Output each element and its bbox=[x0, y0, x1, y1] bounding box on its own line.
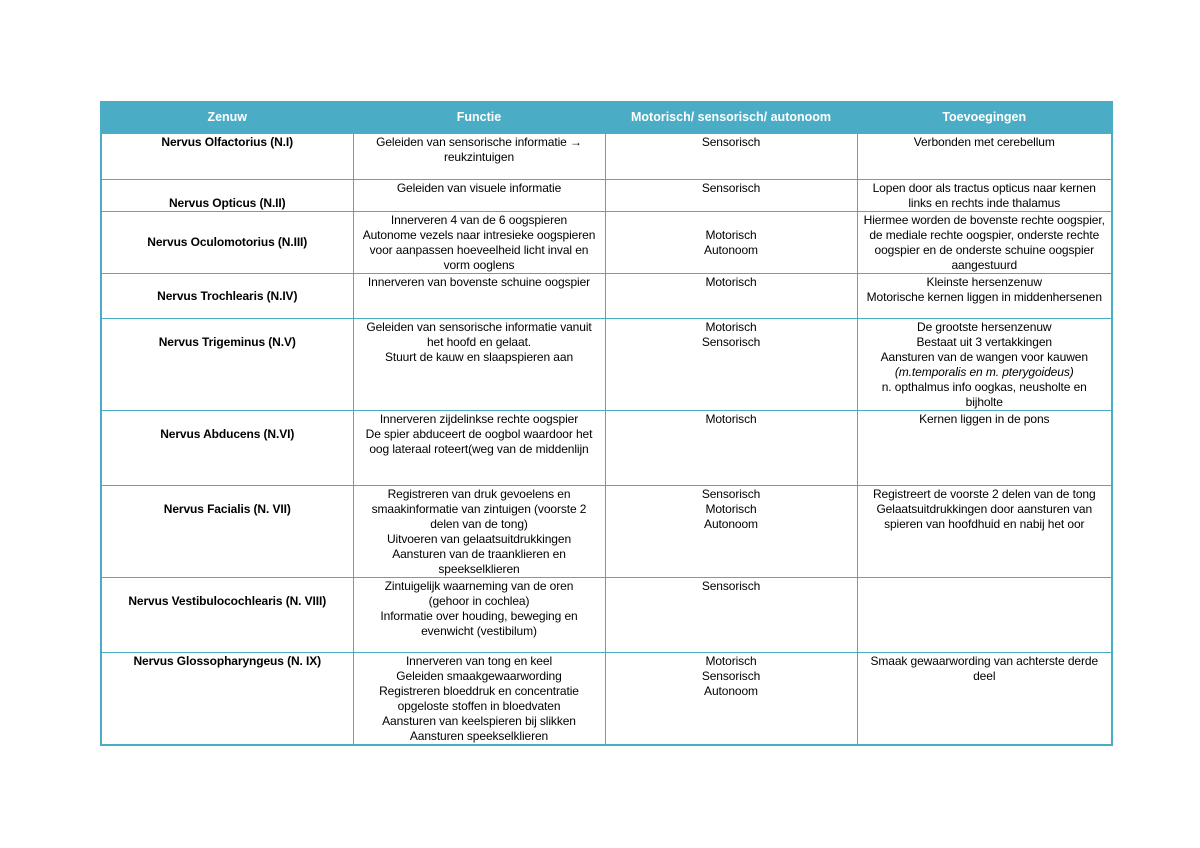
functie-line: Autonome vezels naar intresieke oogspieren voor aanpassen hoeveelheid licht inval en vorm ooglens bbox=[362, 227, 596, 272]
toevoeging-line: Registreert de voorste 2 delen van de tong bbox=[872, 486, 1096, 501]
type-cell bbox=[605, 410, 857, 485]
functie-line: Geleiden van sensorische informatie vanuit het hoofd en gelaat. bbox=[366, 319, 592, 349]
toevoeging-line: Gelaatsuitdrukkingen door aansturen van spieren van hoofdhuid en nabij het oor bbox=[876, 501, 1093, 531]
toevoeging-line: Lopen door als tractus opticus naar kernen links en rechts inde thalamus bbox=[872, 180, 1096, 210]
type-cell bbox=[605, 577, 857, 652]
type-line: Motorisch bbox=[705, 319, 757, 334]
nerve-name-text: Nervus Facialis (N. VII) bbox=[163, 501, 291, 516]
toevoegingen-cell bbox=[857, 652, 1112, 745]
toevoeging-line: n. opthalmus info oogkas, neusholte en bijholte bbox=[881, 379, 1087, 409]
functie-line: Aansturen speekselklieren bbox=[409, 728, 549, 743]
nerve-name: Nervus Opticus (N.II) bbox=[101, 179, 353, 211]
functie-line: Aansturen van de traanklieren en speekselklieren bbox=[392, 546, 566, 576]
toevoegingen-cell bbox=[857, 211, 1112, 273]
type-line: Autonoom bbox=[704, 242, 758, 257]
functie-cell bbox=[353, 273, 605, 318]
toevoeging-line: Motorische kernen liggen in middenhersenen bbox=[866, 289, 1102, 304]
toevoegingen-cell bbox=[857, 179, 1112, 211]
type-cell bbox=[605, 485, 857, 577]
nerve-name: Nervus Trochlearis (N.IV) bbox=[101, 273, 353, 318]
toevoegingen-cell bbox=[857, 318, 1112, 410]
functie-line: Innerveren 4 van de 6 oogspieren bbox=[390, 212, 568, 227]
functie-cell bbox=[353, 485, 605, 577]
nerve-name bbox=[101, 318, 353, 410]
toevoeging-line: Verbonden met cerebellum bbox=[913, 135, 1055, 149]
type-cell bbox=[605, 211, 857, 273]
functie-cell bbox=[353, 179, 605, 211]
toevoegingen-cell bbox=[857, 485, 1112, 577]
header-zenuw: Zenuw bbox=[101, 102, 353, 133]
type-line: Motorisch bbox=[705, 274, 757, 289]
nerve-name-text: Nervus Abducens (N.VI) bbox=[160, 426, 295, 441]
table-row bbox=[101, 211, 1112, 273]
type-cell bbox=[605, 318, 857, 410]
nerve-name bbox=[101, 577, 353, 652]
table-row bbox=[101, 273, 1112, 318]
table-header-row bbox=[101, 102, 1112, 133]
functie-cell bbox=[353, 318, 605, 410]
nerve-name: Nervus Olfactorius (N.I) bbox=[101, 133, 353, 179]
toevoeging-line: Bestaat uit 3 vertakkingen bbox=[916, 334, 1052, 349]
nerve-name bbox=[101, 410, 353, 485]
table-row bbox=[101, 577, 1112, 652]
toevoeging-line bbox=[864, 365, 1106, 380]
header-functie: Functie bbox=[353, 102, 605, 133]
toevoegingen-cell bbox=[857, 133, 1112, 179]
functie-line: De spier abduceert de oogbol waardoor het oog lateraal roteert(weg van de middenlijn bbox=[365, 426, 593, 456]
type-line: Autonoom bbox=[704, 516, 758, 531]
functie-line: Geleiden van sensorische informatie → reukzintuigen bbox=[376, 135, 582, 164]
type-line: Sensorisch bbox=[701, 334, 761, 349]
toevoegingen-cell bbox=[857, 410, 1112, 485]
functie-line: Informatie over houding, beweging en evenwicht (vestibilum) bbox=[380, 608, 578, 638]
type-line: Sensorisch bbox=[701, 668, 761, 683]
nerve-name-text: Nervus Vestibulocochlearis (N. VIII) bbox=[128, 593, 327, 608]
type-line: Sensorisch bbox=[701, 180, 761, 195]
functie-line: (gehoor in cochlea) bbox=[428, 593, 530, 608]
type-line: Motorisch bbox=[705, 411, 757, 426]
type-line: Sensorisch bbox=[701, 135, 761, 149]
functie-line: Aansturen van keelspieren bij slikken bbox=[382, 713, 576, 728]
toevoegingen-cell bbox=[857, 577, 1112, 652]
toevoeging-line: Smaak gewaarwording van achterste derde deel bbox=[870, 653, 1099, 683]
table-row bbox=[101, 179, 1112, 211]
toevoegingen-cell bbox=[857, 273, 1112, 318]
type-line: Sensorisch bbox=[701, 578, 761, 593]
type-line: Autonoom bbox=[704, 683, 758, 698]
nerve-name: Nervus Oculomotorius (N.III) bbox=[101, 211, 353, 273]
header-toevoegingen: Toevoegingen bbox=[857, 102, 1112, 133]
functie-line: Registreren bloeddruk en concentratie opgeloste stoffen in bloedvaten bbox=[379, 683, 579, 713]
type-line: Motorisch bbox=[705, 227, 757, 242]
functie-line: Geleiden smaakgewaarwording bbox=[396, 668, 562, 683]
functie-line: Registreren van druk gevoelens en smaakinformatie van zintuigen (voorste 2 delen van de tong) bbox=[371, 486, 587, 531]
header-type: Motorisch/ sensorisch/ autonoom bbox=[605, 102, 857, 133]
type-cell bbox=[605, 652, 857, 745]
table-row bbox=[101, 318, 1112, 410]
table-row bbox=[101, 485, 1112, 577]
type-line: Motorisch bbox=[705, 501, 757, 516]
functie-cell bbox=[353, 652, 605, 745]
cranial-nerves-table bbox=[100, 101, 1113, 746]
toevoeging-line: Kernen liggen in de pons bbox=[919, 411, 1050, 426]
toevoeging-line: De grootste hersenzenuw bbox=[917, 319, 1052, 334]
toevoeging-line: Aansturen van de wangen voor kauwen bbox=[880, 349, 1088, 364]
type-cell bbox=[605, 133, 857, 179]
nerve-name: Nervus Glossopharyngeus (N. IX) bbox=[101, 652, 353, 745]
functie-line: Innerveren zijdelinkse rechte oogspier bbox=[379, 411, 579, 426]
table-row bbox=[101, 652, 1112, 745]
functie-line: Geleiden van visuele informatie bbox=[396, 180, 562, 195]
toevoeging-line: Kleinste hersenzenuw bbox=[926, 274, 1042, 289]
type-line: Sensorisch bbox=[701, 486, 761, 501]
functie-cell bbox=[353, 410, 605, 485]
type-cell bbox=[605, 273, 857, 318]
type-line: Motorisch bbox=[705, 653, 757, 668]
toevoeging-italic: (m.temporalis en m. pterygoideus) bbox=[894, 364, 1074, 379]
toevoeging-line: Hiermee worden de bovenste rechte oogspier, de mediale rechte oogspier, onderste rechte oogspier en de onderste schuine oogspier aangestuurd bbox=[863, 212, 1105, 272]
table-row bbox=[101, 410, 1112, 485]
functie-line: Zintuigelijk waarneming van de oren bbox=[384, 578, 574, 593]
functie-line: Uitvoeren van gelaatsuitdrukkingen bbox=[386, 531, 572, 546]
nerve-name-text: Nervus Trigeminus (N.V) bbox=[158, 334, 296, 349]
type-cell bbox=[605, 179, 857, 211]
functie-line: Innerveren van bovenste schuine oogspier bbox=[367, 274, 591, 289]
functie-line: Innerveren van tong en keel bbox=[405, 653, 553, 668]
table-row bbox=[101, 133, 1112, 179]
functie-cell bbox=[353, 133, 605, 179]
functie-line: Stuurt de kauw en slaapspieren aan bbox=[384, 349, 574, 364]
nerve-name bbox=[101, 485, 353, 577]
functie-cell bbox=[353, 211, 605, 273]
functie-cell bbox=[353, 577, 605, 652]
